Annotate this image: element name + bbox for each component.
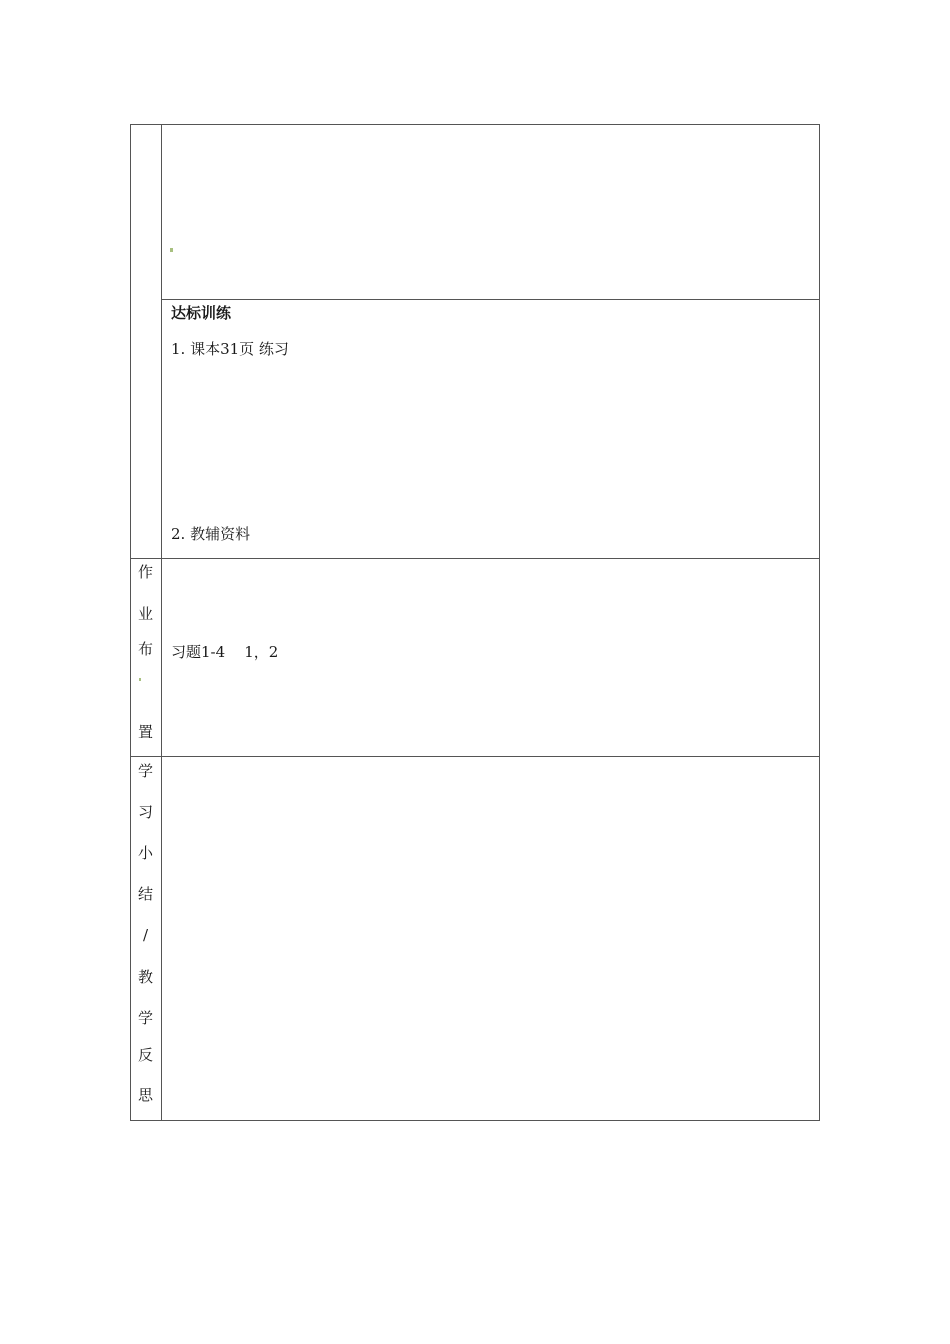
summary-label-char-3: 小 <box>137 844 153 862</box>
table-border-bottom <box>130 1120 820 1121</box>
summary-label-char-5: / <box>142 926 149 944</box>
row-divider-practice <box>161 299 820 300</box>
row-divider-summary <box>130 756 820 757</box>
summary-label-char-2: 习 <box>137 803 153 821</box>
summary-label-char-9: 思 <box>137 1086 153 1104</box>
stray-mark <box>170 248 173 252</box>
summary-label-char-8: 反 <box>137 1046 153 1064</box>
practice-heading: 达标训练 <box>171 304 232 322</box>
practice-item-2: 2. 教辅资料 <box>171 525 251 543</box>
stray-mark <box>139 678 141 681</box>
practice-item-1: 1. 课本31页 练习 <box>171 340 289 358</box>
table-border-top <box>130 124 820 125</box>
summary-label-char-1: 学 <box>137 762 153 780</box>
lesson-plan-table <box>130 124 820 1121</box>
summary-label-char-7: 学 <box>137 1009 153 1027</box>
homework-label-char-3: 布 <box>137 640 153 658</box>
table-border-right <box>819 124 820 1121</box>
homework-label-char-1: 作 <box>137 563 153 581</box>
row-divider-homework <box>130 558 820 559</box>
summary-label-char-4: 结 <box>137 885 153 903</box>
homework-label-char-4: 置 <box>137 723 153 741</box>
label-column-divider <box>161 124 162 1121</box>
homework-label-char-2: 业 <box>137 605 153 623</box>
summary-label-char-6: 教 <box>137 968 153 986</box>
homework-content: 习题1-4 1，2 <box>171 643 279 661</box>
